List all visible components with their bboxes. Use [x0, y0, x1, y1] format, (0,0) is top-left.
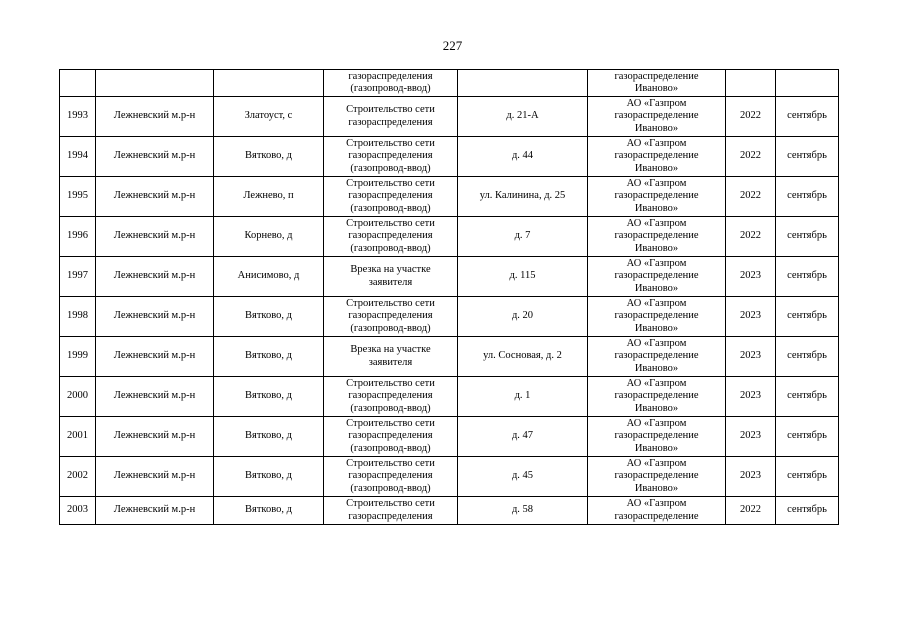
cell-year: 2023 — [726, 297, 776, 337]
cell-month: сентябрь — [776, 297, 839, 337]
cell-address: д. 45 — [458, 457, 588, 497]
cell-district: Лежневский м.р-н — [96, 97, 214, 137]
cell-year: 2022 — [726, 177, 776, 217]
cell-work: Строительство сети газораспределения (газопровод-ввод) — [324, 177, 458, 217]
cell-work: Строительство сети газораспределения (газопровод-ввод) — [324, 297, 458, 337]
cell-locality: Вятково, д — [214, 417, 324, 457]
table-row — [60, 457, 839, 497]
cell-locality: Вятково, д — [214, 297, 324, 337]
page-number: 227 — [442, 38, 463, 53]
cell-work: Строительство сети газораспределения (газопровод-ввод) — [324, 137, 458, 177]
cell-address: д. 47 — [458, 417, 588, 457]
cell-org: АО «Газпром газораспределение Иваново» — [588, 177, 726, 217]
cell-locality: Вятково, д — [214, 457, 324, 497]
cell-org: АО «Газпром газораспределение Иваново» — [588, 137, 726, 177]
cell-org: АО «Газпром газораспределение Иваново» — [588, 337, 726, 377]
cell-district: Лежневский м.р-н — [96, 257, 214, 297]
cell-locality: Вятково, д — [214, 377, 324, 417]
cell-work: Строительство сети газораспределения — [324, 97, 458, 137]
cell-locality: Вятково, д — [214, 137, 324, 177]
cell-month: сентябрь — [776, 257, 839, 297]
cell-num: 1997 — [60, 257, 96, 297]
cell-num: 2002 — [60, 457, 96, 497]
cell-month: сентябрь — [776, 497, 839, 525]
cell-locality: Златоуст, с — [214, 97, 324, 137]
cell-address — [458, 70, 588, 97]
cell-locality: Вятково, д — [214, 337, 324, 377]
cell-address: д. 20 — [458, 297, 588, 337]
cell-district: Лежневский м.р-н — [96, 497, 214, 525]
cell-org: АО «Газпром газораспределение Иваново» — [588, 97, 726, 137]
table-row — [60, 177, 839, 217]
cell-num — [60, 70, 96, 97]
table-row — [60, 97, 839, 137]
cell-month: сентябрь — [776, 177, 839, 217]
cell-address: д. 115 — [458, 257, 588, 297]
cell-locality: Лежнево, п — [214, 177, 324, 217]
cell-work: Строительство сети газораспределения — [324, 497, 458, 525]
cell-year: 2022 — [726, 97, 776, 137]
cell-district: Лежневский м.р-н — [96, 457, 214, 497]
cell-num: 2000 — [60, 377, 96, 417]
cell-work: Строительство сети газораспределения (газопровод-ввод) — [324, 217, 458, 257]
cell-month: сентябрь — [776, 377, 839, 417]
cell-year: 2022 — [726, 137, 776, 177]
cell-num: 2003 — [60, 497, 96, 525]
cell-work: Врезка на участке заявителя — [324, 337, 458, 377]
cell-work: Строительство сети газораспределения (газопровод-ввод) — [324, 417, 458, 457]
cell-num: 1994 — [60, 137, 96, 177]
cell-address: ул. Калинина, д. 25 — [458, 177, 588, 217]
cell-year: 2022 — [726, 217, 776, 257]
gasification-table — [59, 69, 839, 525]
table-row — [60, 337, 839, 377]
cell-num: 1995 — [60, 177, 96, 217]
cell-org: АО «Газпром газораспределение Иваново» — [588, 417, 726, 457]
table-row-continued — [60, 70, 839, 97]
cell-district: Лежневский м.р-н — [96, 217, 214, 257]
cell-year: 2023 — [726, 257, 776, 297]
cell-month: сентябрь — [776, 217, 839, 257]
cell-locality: Корнево, д — [214, 217, 324, 257]
cell-num: 1999 — [60, 337, 96, 377]
cell-locality — [214, 70, 324, 97]
table-body — [60, 70, 839, 525]
cell-org: АО «Газпром газораспределение Иваново» — [588, 217, 726, 257]
table-row — [60, 137, 839, 177]
cell-address: д. 21-А — [458, 97, 588, 137]
cell-work: Строительство сети газораспределения (газопровод-ввод) — [324, 377, 458, 417]
cell-month: сентябрь — [776, 97, 839, 137]
cell-year: 2023 — [726, 457, 776, 497]
cell-address: д. 7 — [458, 217, 588, 257]
table-row — [60, 217, 839, 257]
cell-month: сентябрь — [776, 337, 839, 377]
cell-org: АО «Газпром газораспределение Иваново» — [588, 257, 726, 297]
cell-num: 1998 — [60, 297, 96, 337]
table-row — [60, 497, 839, 525]
cell-address: д. 58 — [458, 497, 588, 525]
cell-month: сентябрь — [776, 137, 839, 177]
cell-month: сентябрь — [776, 417, 839, 457]
cell-work: Врезка на участке заявителя — [324, 257, 458, 297]
cell-year: 2022 — [726, 497, 776, 525]
cell-num: 2001 — [60, 417, 96, 457]
cell-work: Строительство сети газораспределения (газопровод-ввод) — [324, 457, 458, 497]
cell-org: АО «Газпром газораспределение — [588, 497, 726, 525]
table-row — [60, 417, 839, 457]
cell-district: Лежневский м.р-н — [96, 377, 214, 417]
table-row — [60, 257, 839, 297]
cell-locality: Вятково, д — [214, 497, 324, 525]
cell-org: АО «Газпром газораспределение Иваново» — [588, 297, 726, 337]
cell-address: д. 44 — [458, 137, 588, 177]
cell-address: ул. Сосновая, д. 2 — [458, 337, 588, 377]
cell-month: сентябрь — [776, 457, 839, 497]
cell-year: 2023 — [726, 377, 776, 417]
table-row — [60, 377, 839, 417]
cell-month — [776, 70, 839, 97]
cell-district: Лежневский м.р-н — [96, 417, 214, 457]
cell-year: 2023 — [726, 417, 776, 457]
cell-district — [96, 70, 214, 97]
table-row — [60, 297, 839, 337]
cell-work: газораспределения (газопровод-ввод) — [324, 70, 458, 97]
cell-org: АО «Газпром газораспределение Иваново» — [588, 457, 726, 497]
cell-org: АО «Газпром газораспределение Иваново» — [588, 377, 726, 417]
cell-district: Лежневский м.р-н — [96, 177, 214, 217]
cell-locality: Анисимово, д — [214, 257, 324, 297]
cell-year — [726, 70, 776, 97]
cell-district: Лежневский м.р-н — [96, 137, 214, 177]
cell-num: 1993 — [60, 97, 96, 137]
cell-district: Лежневский м.р-н — [96, 297, 214, 337]
cell-address: д. 1 — [458, 377, 588, 417]
cell-year: 2023 — [726, 337, 776, 377]
cell-num: 1996 — [60, 217, 96, 257]
cell-org: газораспределение Иваново» — [588, 70, 726, 97]
cell-district: Лежневский м.р-н — [96, 337, 214, 377]
